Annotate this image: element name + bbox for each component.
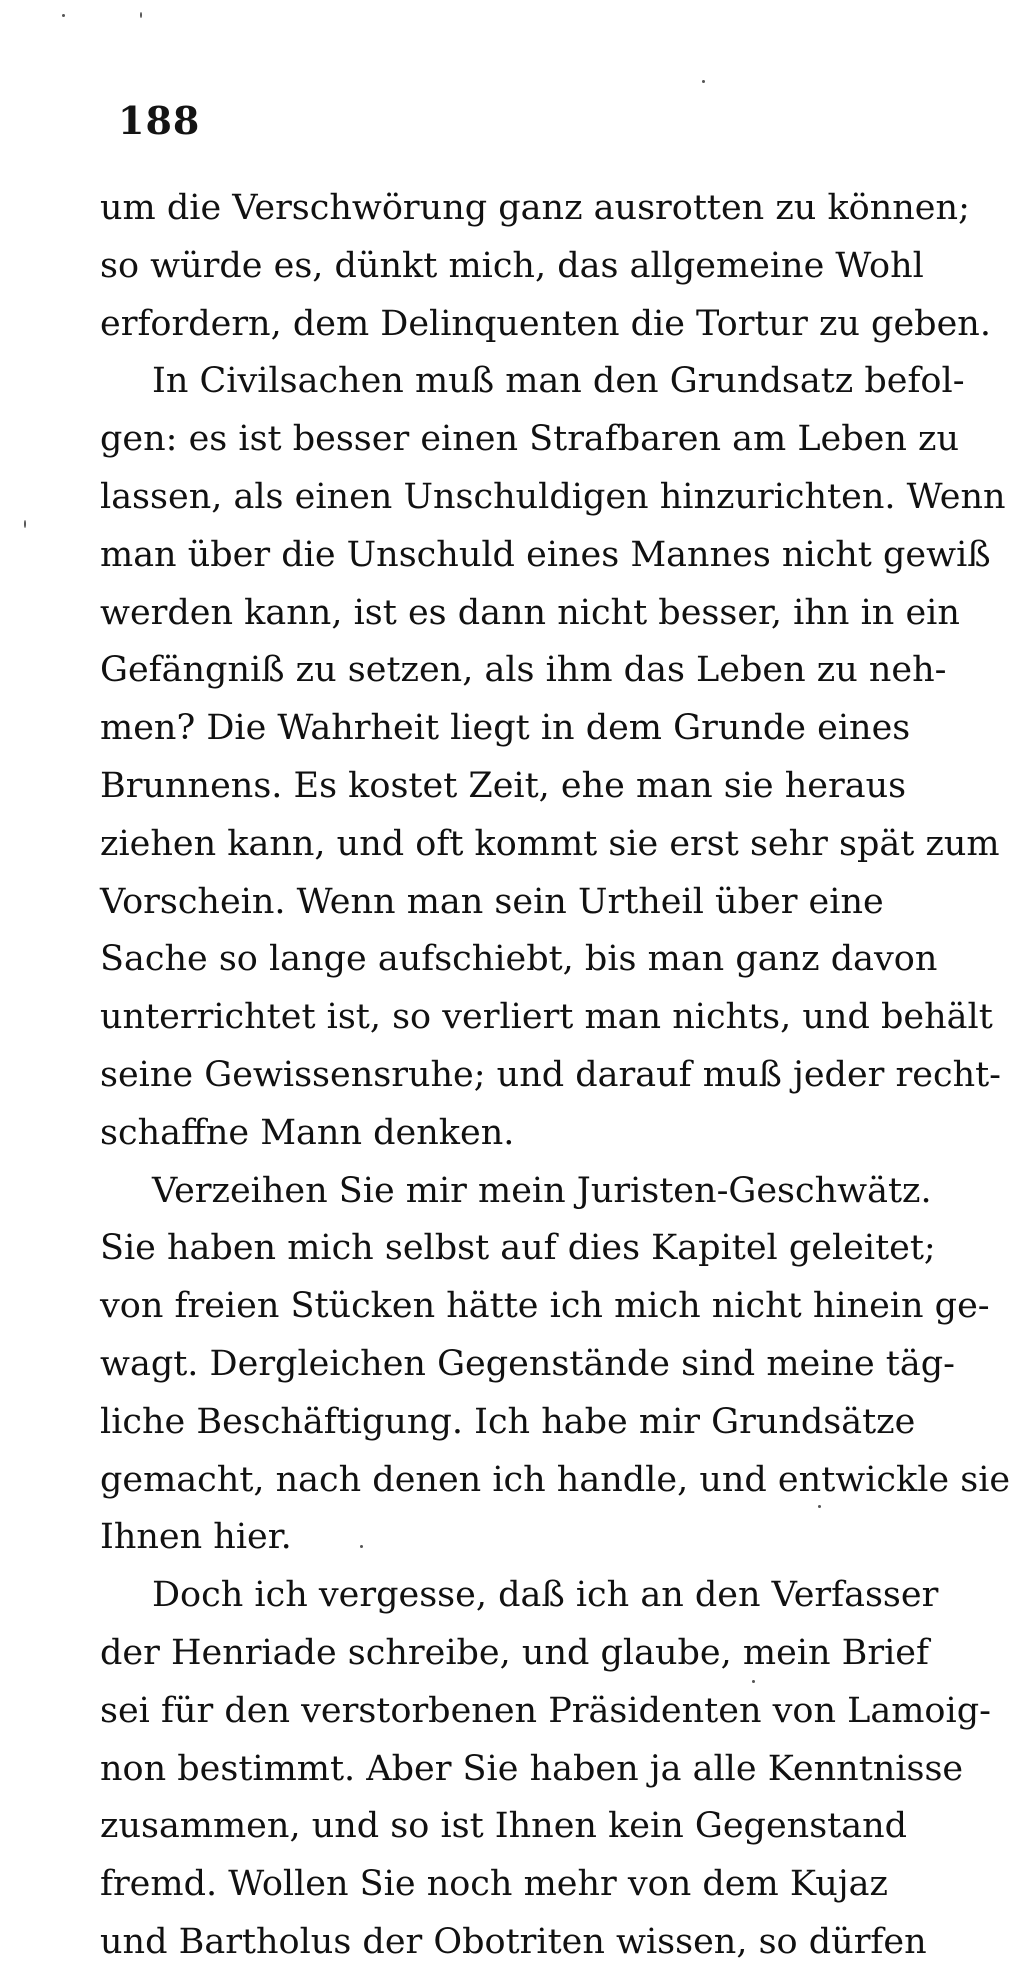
text-line: und Bartholus der Obotriten wissen, so dürfen xyxy=(100,1921,927,1962)
text-line: werden kann, ist es dann nicht besser, ihn in ein xyxy=(100,592,960,633)
text-line: fremd. Wollen Sie noch mehr von dem Kujaz xyxy=(100,1864,888,1905)
text-line: wagt. Dergleichen Gegenstände sind meine täg- xyxy=(100,1343,955,1384)
text-line: Gefängniß zu setzen, als ihm das Leben zu neh- xyxy=(100,650,947,691)
print-speck xyxy=(140,12,142,18)
text-line: lassen, als einen Unschuldigen hinzurichten. Wenn xyxy=(100,476,1006,517)
text-line: gen: es ist besser einen Strafbaren am Leben zu xyxy=(100,419,960,460)
text-line: sei für den verstorbenen Präsidenten von Lamoig- xyxy=(100,1690,991,1731)
text-line: liche Beschäftigung. Ich habe mir Grundsätze xyxy=(100,1401,916,1442)
text-line: der Henriade schreibe, und glaube, mein Brief xyxy=(100,1632,929,1673)
text-line: so würde es, dünkt mich, das allgemeine Wohl xyxy=(100,245,924,286)
text-line: schaffne Mann denken. xyxy=(100,1112,515,1153)
text-line: um die Verschwörung ganz ausrotten zu können; xyxy=(100,188,970,228)
text-line: Sie haben mich selbst auf dies Kapitel geleitet; xyxy=(100,1228,936,1269)
print-speck xyxy=(24,520,26,528)
text-line: Sache so lange aufschiebt, bis man ganz davon xyxy=(100,939,938,980)
text-line: zusammen, und so ist Ihnen kein Gegenstand xyxy=(100,1806,908,1847)
text-line: men? Die Wahrheit liegt in dem Grunde eines xyxy=(100,708,911,749)
text-line: man über die Unschuld eines Mannes nicht gewiß xyxy=(100,534,991,575)
body-text xyxy=(100,180,1010,1972)
text-line: seine Gewissensruhe; und darauf muß jeder recht- xyxy=(100,1054,1002,1095)
text-line: Verzeihen Sie mir mein Juristen-Geschwätz. xyxy=(152,1170,932,1211)
print-speck xyxy=(752,1680,755,1683)
text-line: Vorschein. Wenn man sein Urtheil über eine xyxy=(100,881,884,922)
text-line: erfordern, dem Delinquenten die Tortur zu geben. xyxy=(100,303,991,344)
text-line: In Civilsachen muß man den Grundsatz befol- xyxy=(152,361,965,402)
print-speck xyxy=(360,1545,363,1548)
text-line: ziehen kann, und oft kommt sie erst sehr spät zum xyxy=(100,823,1000,864)
text-line: Doch ich vergesse, daß ich an den Verfasser xyxy=(152,1575,939,1616)
print-speck xyxy=(702,80,705,83)
text-line: von freien Stücken hätte ich mich nicht hinein ge- xyxy=(100,1286,990,1327)
text-line: non bestimmt. Aber Sie haben ja alle Kenntnisse xyxy=(100,1748,964,1789)
print-speck xyxy=(818,1505,821,1508)
text-line: Brunnens. Es kostet Zeit, ehe man sie heraus xyxy=(100,765,907,806)
print-speck xyxy=(62,14,65,17)
text-line: unterrichtet ist, so verliert man nichts, und behält xyxy=(100,997,993,1038)
page-number: 188 xyxy=(118,98,201,143)
text-line: gemacht, nach denen ich handle, und entwickle sie xyxy=(100,1459,1010,1500)
text-line: Ihnen hier. xyxy=(100,1517,292,1558)
